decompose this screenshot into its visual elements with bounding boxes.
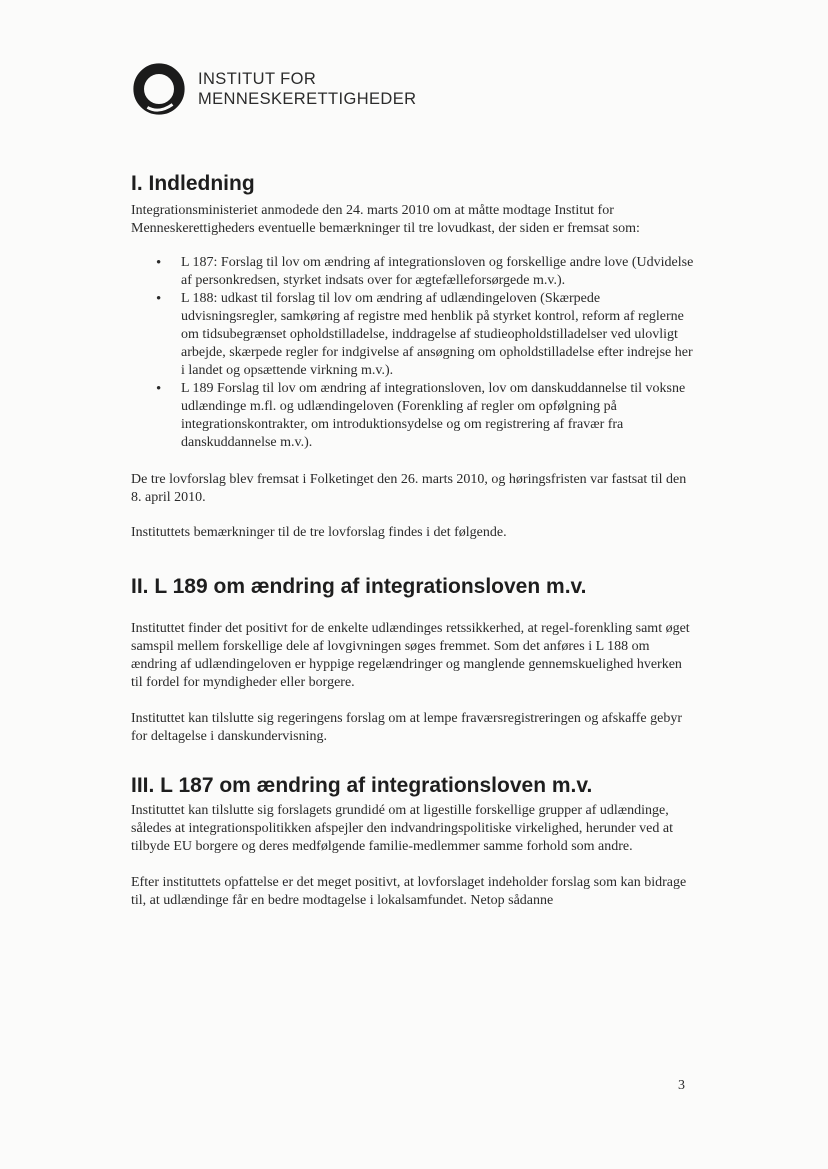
paragraph: Instituttet kan tilslutte sig regeringens forslag om at lempe fraværsregistreringen og afskaffe gebyr for deltagelse i danskundervisning. [131, 711, 683, 744]
list-item: • L 187: Forslag til lov om ændring af integrationsloven og forskellige andre love (Udvidelse af personkredsen, styrket indsats over for ægtefælleforsørgede m.v.). [131, 254, 696, 290]
intro-paragraph: Integrationsministeriet anmodede den 24. marts 2010 om at måtte modtage Institut for Menneskerettigheders eventuelle bemærkninger til tre lovudkast, der siden er fremsat som: [131, 203, 640, 236]
list-item: • L 188: udkast til forslag til lov om ændring af udlændingeloven (Skærpede udvisningsregler, samkøring af registre med henblik på styrket kontrol, reform af reglerne om tidsubegrænset opholdstilladelse, inddragelse af studieopholdstilladelser ved ulovligt arbejde, skærpede regler for indgivelse af ansøgning om opholdstilladelse efter indrejse her i landet og opsættende virkning m.v.). [131, 290, 696, 380]
paragraph: Instituttet finder det positivt for de enkelte udlændinges retssikkerhed, at regel-forenkling samt øget samspil mellem forskellige dele af lovgivningen søges fremmet. Som det anføres i L 188 om ændring af udlændingeloven er hyppige regelændringer og manglende gennemskuelighed hverken til fordel for myndigheder eller borgere. [131, 621, 690, 690]
logo-text [198, 69, 416, 109]
page-number: 3 [678, 1078, 685, 1093]
list-item: • L 189 Forslag til lov om ændring af integrationsloven, lov om danskuddannelse til voksne udlændinge m.fl. og udlændingeloven (Forenkling af regler om opfølgning på integrationskontrakter, om introduktionsydelse og om registrering af fravær fra danskuddannelse m.v.). [131, 380, 696, 452]
paragraph: Instituttets bemærkninger til de tre lovforslag findes i det følgende. [131, 525, 507, 540]
paragraph: De tre lovforslag blev fremsat i Folketinget den 26. marts 2010, og høringsfristen var fastsat til den 8. april 2010. [131, 472, 687, 505]
section-heading-l189: II. L 189 om ændring af integrationsloven m.v. [131, 575, 587, 598]
logo-line-2: MENNESKERETTIGHEDER [198, 90, 417, 108]
paragraph: Instituttet kan tilslutte sig forslagets grundidé om at ligestille forskellige grupper af udlændinge, således at integrationspolitikken afspejler den indvandringspolitiske virkelighed, herunder ved at tilbyde EU borgere og deres medfølgende familie-medlemmer samme forhold som andre. [131, 803, 673, 854]
section-heading-l187: III. L 187 om ændring af integrationsloven m.v. [131, 774, 593, 797]
logo-ring-icon [130, 60, 188, 118]
institute-logo [130, 60, 416, 118]
paragraph: Efter instituttets opfattelse er det meget positivt, at lovforslaget indeholder forslag som kan bidrage til, at udlændinge får en bedre modtagelse i lokalsamfundet. Netop sådanne [131, 875, 687, 908]
bill-list [131, 254, 696, 452]
logo-line-1: INSTITUT FOR [198, 70, 317, 88]
document-body [131, 170, 696, 910]
section-heading-indledning: I. Indledning [131, 172, 255, 195]
